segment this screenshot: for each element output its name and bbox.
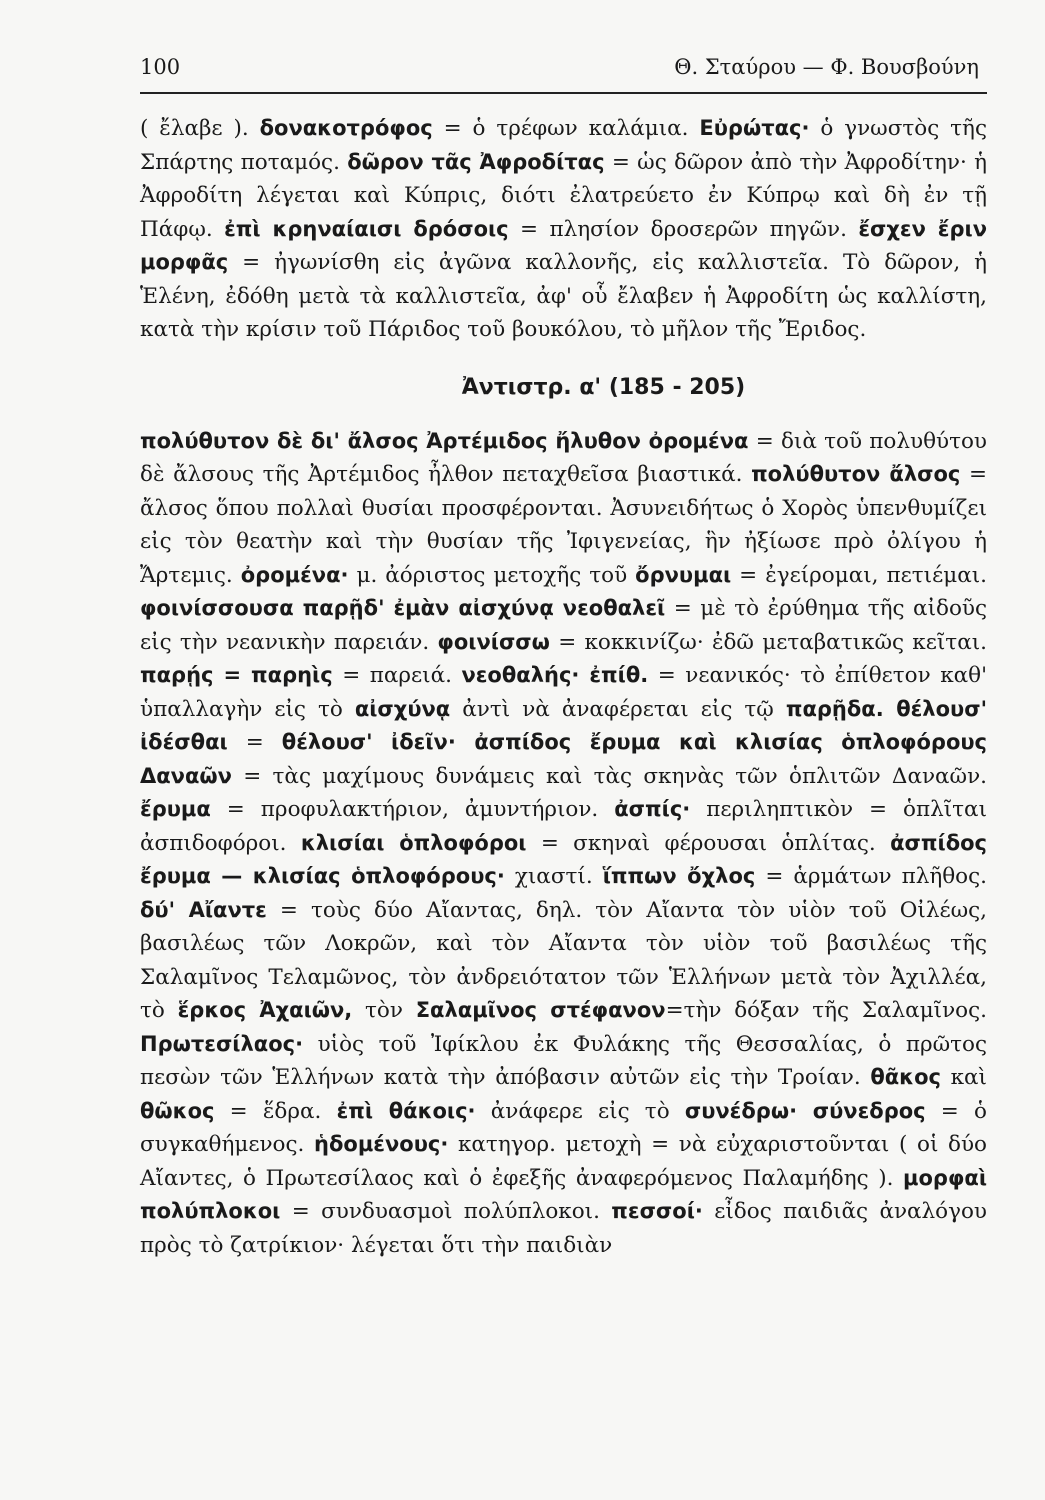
gloss-text: = συνδυασμοὶ πολύπλοκοι. bbox=[280, 1199, 612, 1224]
gloss-text: = ἠγωνίσθη εἰς ἀγῶνα καλλονῆς, εἰς καλλιστεῖα. Τὸ δῶρον, ἡ Ἑλένη, ἐδόθη μετὰ τὰ καλλιστεῖα, ἀφ' οὗ ἔλαβεν ἡ Ἀφροδίτη ὡς καλλίστη, κατὰ τὴν κρίσιν τοῦ Πάριδος τοῦ βουκόλου, τὸ μῆλον τῆς Ἔριδος. bbox=[140, 250, 987, 342]
lemma-term: ἡδομένους· bbox=[314, 1132, 449, 1156]
gloss-text: ἀνάφερε εἰς τὸ bbox=[475, 1098, 685, 1124]
lemma-term: φοινίσσουσα παρῇδ' ἐμὰν αἰσχύνᾳ νεοθαλεῖ bbox=[140, 596, 666, 620]
lemma-term: Εὐρώτας· bbox=[699, 116, 810, 140]
gloss-text: καὶ bbox=[940, 1065, 987, 1090]
lemma-term: φοινίσσω bbox=[437, 629, 550, 654]
gloss-text: τὸν bbox=[352, 998, 416, 1023]
gloss-text: = παρειά. bbox=[332, 663, 462, 688]
lemma-term: θῶκος bbox=[140, 1098, 215, 1123]
gloss-text: = πλησίον δροσερῶν πηγῶν. bbox=[508, 216, 859, 242]
lemma-term: παρῇδα. θέλουσ' ἰδέσθαι bbox=[140, 696, 987, 754]
running-title: Θ. Σταύρου — Φ. Βουσβούνη bbox=[674, 55, 979, 79]
lemma-term: μορφαὶ πολύπλοκοι bbox=[140, 1165, 987, 1223]
gloss-text: = τὰς μαχίμους δυνάμεις καὶ τὰς σκηνὰς τῶν ὁπλιτῶν Δαναῶν. bbox=[231, 763, 987, 789]
lemma-term: θέλουσ' ἰδεῖν· ἀσπίδος ἔρυμα καὶ κλισίας ὁπλοφόρους Δαναῶν bbox=[140, 730, 987, 788]
lemma-term: ἔρυμα bbox=[140, 797, 211, 821]
lemma-term: ἵππων ὄχλος bbox=[602, 864, 756, 888]
gloss-text: =τὴν δόξαν τῆς Σαλαμῖνος. bbox=[665, 998, 987, 1023]
gloss-text: = bbox=[227, 730, 282, 755]
gloss-text: περιληπτικὸν = ὁπλῖται ἀσπιδοφόροι. bbox=[140, 797, 987, 856]
lemma-term: ἐπὶ θάκοις· bbox=[336, 1098, 476, 1123]
lemma-term: πεσσοί· bbox=[611, 1199, 703, 1223]
gloss-text: = ἐγείρομαι, πετιέμαι. bbox=[731, 562, 987, 588]
lemma-term: νεοθαλής· ἐπίθ. bbox=[461, 663, 649, 687]
gloss-text: εἶδος παιδιᾶς ἀναλόγου πρὸς τὸ ζατρίκιον· λέγεται ὅτι τὴν παιδιὰν bbox=[140, 1199, 987, 1258]
gloss-text: = μὲ τὸ ἐρύθημα τῆς αἰδοῦς εἰς τὴν νεανικὴν παρειάν. bbox=[140, 596, 988, 655]
page-number: 100 bbox=[140, 55, 181, 79]
running-header bbox=[140, 52, 987, 82]
lemma-term: Σαλαμῖνος στέφανον bbox=[415, 998, 666, 1022]
gloss-text: = κοκκινίζω· ἐδῶ μεταβατικῶς κεῖται. bbox=[549, 629, 987, 655]
lemma-term: πολύθυτον ἄλσος bbox=[751, 462, 961, 486]
gloss-text: χιαστί. bbox=[504, 864, 603, 889]
lemma-term: πολύθυτον δὲ δι' ἄλσος Ἀρτέμιδος ἤλυθον ὀρομένα bbox=[140, 428, 749, 453]
lemma-term: Πρωτεσίλαος· bbox=[140, 1031, 304, 1056]
lemma-term: ἕρκος Ἀχαιῶν, bbox=[177, 998, 353, 1022]
gloss-text: ( ἔλαβε ). bbox=[140, 116, 260, 141]
gloss-text: = ἁρμάτων πλῆθος. bbox=[755, 864, 987, 889]
gloss-text: = διὰ τοῦ πολυθύτου δὲ ἄλσους τῆς Ἀρτέμιδος ἦλθον πεταχθεῖσα βιαστικά. bbox=[140, 428, 987, 487]
gloss-text: = προφυλακτήριον, ἀμυντήριον. bbox=[210, 797, 615, 822]
gloss-text: = νεανικός· τὸ ἐπίθετον καθ' ὑπαλλαγὴν εἰς τὸ bbox=[140, 663, 988, 722]
lemma-term: ἀσπίδος ἔρυμα — κλισίας ὁπλοφόρους· bbox=[140, 830, 988, 888]
gloss-text: ὁ γνωστὸς τῆς Σπάρτης ποταμός. bbox=[140, 116, 987, 175]
gloss-text: μ. ἀόριστος μετοχῆς τοῦ bbox=[348, 562, 636, 588]
gloss-text: κατηγορ. μετοχὴ = νὰ εὐχαριστοῦνται ( οἱ δύο Αἴαντες, ὁ Πρωτεσίλαος καὶ ὁ ἐφεξῆς ἀναφερόμενος Παλαμήδης ). bbox=[140, 1132, 987, 1191]
lemma-term: παρῄς = παρηὶς bbox=[140, 663, 333, 687]
gloss-text: ἀντὶ νὰ ἀναφέρεται εἰς τῷ bbox=[450, 696, 786, 722]
gloss-text: = σκηναὶ φέρουσαι ὁπλίτας. bbox=[526, 830, 891, 856]
lemma-term: ἐπὶ κρηναίαισι δρόσοις bbox=[224, 216, 509, 241]
lemma-term: αἰσχύνᾳ bbox=[354, 696, 451, 721]
lemma-term: συνέδρω· σύνεδρος bbox=[684, 1098, 926, 1123]
gloss-text: υἱὸς τοῦ Ἰφίκλου ἐκ Φυλάκης τῆς Θεσσαλίας, ὁ πρῶτος πεσὼν τῶν Ἑλλήνων κατὰ τὴν ἀπόβασιν αὐτῶν εἰς τὴν Τροίαν. bbox=[140, 1031, 987, 1090]
header-rule bbox=[140, 92, 987, 94]
lemma-term: ὄρνυμαι bbox=[635, 562, 732, 587]
lemma-term: θᾶκος bbox=[870, 1065, 941, 1089]
gloss-text: = ὁ συγκαθήμενος. bbox=[140, 1098, 987, 1157]
lemma-term: ἔσχεν ἔριν μορφᾶς bbox=[140, 216, 988, 274]
lemma-term: δῶρον τᾶς Ἀφροδίτας bbox=[347, 149, 605, 174]
gloss-text: = ὡς δῶρον ἀπὸ τὴν Ἀφροδίτην· ἡ Ἀφροδίτη λέγεται καὶ Κύπρις, διότι ἐλατρεύετο ἐν Κύπρῳ καὶ δὴ ἐν τῇ Πάφῳ. bbox=[140, 149, 987, 242]
gloss-text: = ἄλσος ὅπου πολλαὶ θυσίαι προσφέρονται. Ἀσυνειδήτως ὁ Χορὸς ὑπενθυμίζει εἰς τὸν θεατὴν καὶ τὴν θυσίαν τῆς Ἰφιγενείας, ἣν ἠξίωσε πρὸ ὀλίγου ἡ Ἄρτεμις. bbox=[140, 462, 987, 588]
gloss-text: = ἕδρα. bbox=[214, 1098, 337, 1124]
lemma-term: κλισίαι ὁπλοφόροι bbox=[300, 830, 527, 855]
lemma-term: δύ' Αἴαντε bbox=[140, 897, 267, 922]
gloss-text: = ὁ τρέφων καλάμια. bbox=[432, 116, 700, 141]
section-title: Ἀντιστρ. α' (185 - 205) bbox=[461, 374, 746, 400]
lemma-term: ἀσπίς· bbox=[614, 797, 691, 821]
lemma-term: δονακοτρόφος bbox=[259, 116, 433, 140]
commentary-paragraph-2 bbox=[140, 425, 987, 1263]
lemma-term: ὀρομένα· bbox=[240, 562, 349, 587]
commentary-paragraph-1 bbox=[140, 112, 987, 347]
gloss-text: = τοὺς δύο Αἴαντας, δηλ. τὸν Αἴαντα τὸν υἱὸν τοῦ Οἰλέως, βασιλέως τῶν Λοκρῶν, καὶ τὸν Αἴαντα τὸν υἱὸν τοῦ βασιλέως τῆς Σαλαμῖνος Τελαμῶνος, τὸν ἀνδρειότατον τῶν Ἑλλήνων μετὰ τὸν Ἀχιλλέα, τὸ bbox=[140, 897, 987, 1023]
